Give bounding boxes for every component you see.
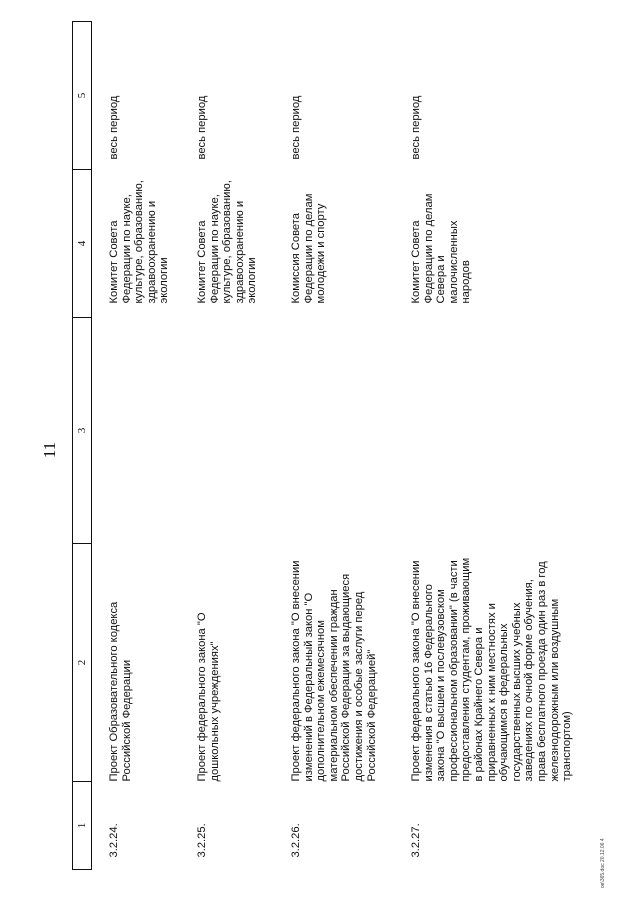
page-number: 11 [40,441,59,459]
period: весь период [290,95,302,160]
bill-title: Проект федерального закона "О внесении изменений в Федеральный закон "О дополнительном ежемесячном материальном обеспечении граждан Российской Федерации за выдающиеся достижения и особые заслуги перед Российской Федерацией" [290,560,378,782]
bill-title: Проект Образовательного кодекса Российской Федерации [108,601,133,782]
legislation-plan-table [72,21,580,870]
responsible-committee: Комиссия Совета Федерации по делам молодежи и спорту [290,193,328,304]
table-row [274,22,394,870]
bill-title: Проект федерального закона "О дошкольных учреждениях" [196,612,221,782]
bill-title: Проект федерального закона "О внесении изменения в статью 16 Федерального закона "О высшем и послевузовском профессиональном образовании" (в части предоставления студентам, проживающим в районах Крайнего Севера и приравненных к ним местностях и обучающимся в федеральных государственных высших учебных заведениях по очной форме обучения, права бесплатного проезда один раз в год железнодорожным или воздушным транспортом) [410,557,574,782]
table-row [394,22,580,870]
column-number: 1 [73,782,92,870]
empty-cell [274,318,394,544]
responsible-committee: Комитет Совета Федерации по делам Севера и малочисленных народов [410,193,473,304]
footer-file-code: ов\365.doc 20.12.06 4 [600,838,606,888]
item-number: 3.2.25. [196,823,208,858]
column-number: 3 [73,318,92,544]
column-number: 4 [73,170,92,318]
column-number: 5 [73,22,92,170]
period: весь период [108,95,120,160]
empty-cell [92,318,181,544]
column-number: 2 [73,544,92,782]
item-number: 3.2.24. [108,823,120,858]
period: весь период [410,95,422,160]
table-row [92,22,181,870]
responsible-committee: Комитет Совета Федерации по науке, культуре, образованию, здравоохранению и экологии [196,180,259,304]
responsible-committee: Комитет Совета Федерации по науке, культуре, образованию, здравоохранению и экологии [108,180,171,304]
table-row [180,22,274,870]
empty-cell [394,318,580,544]
column-number-row [73,22,92,870]
item-number: 3.2.27. [410,823,422,858]
empty-cell [180,318,274,544]
period: весь период [196,95,208,160]
item-number: 3.2.26. [290,823,302,858]
